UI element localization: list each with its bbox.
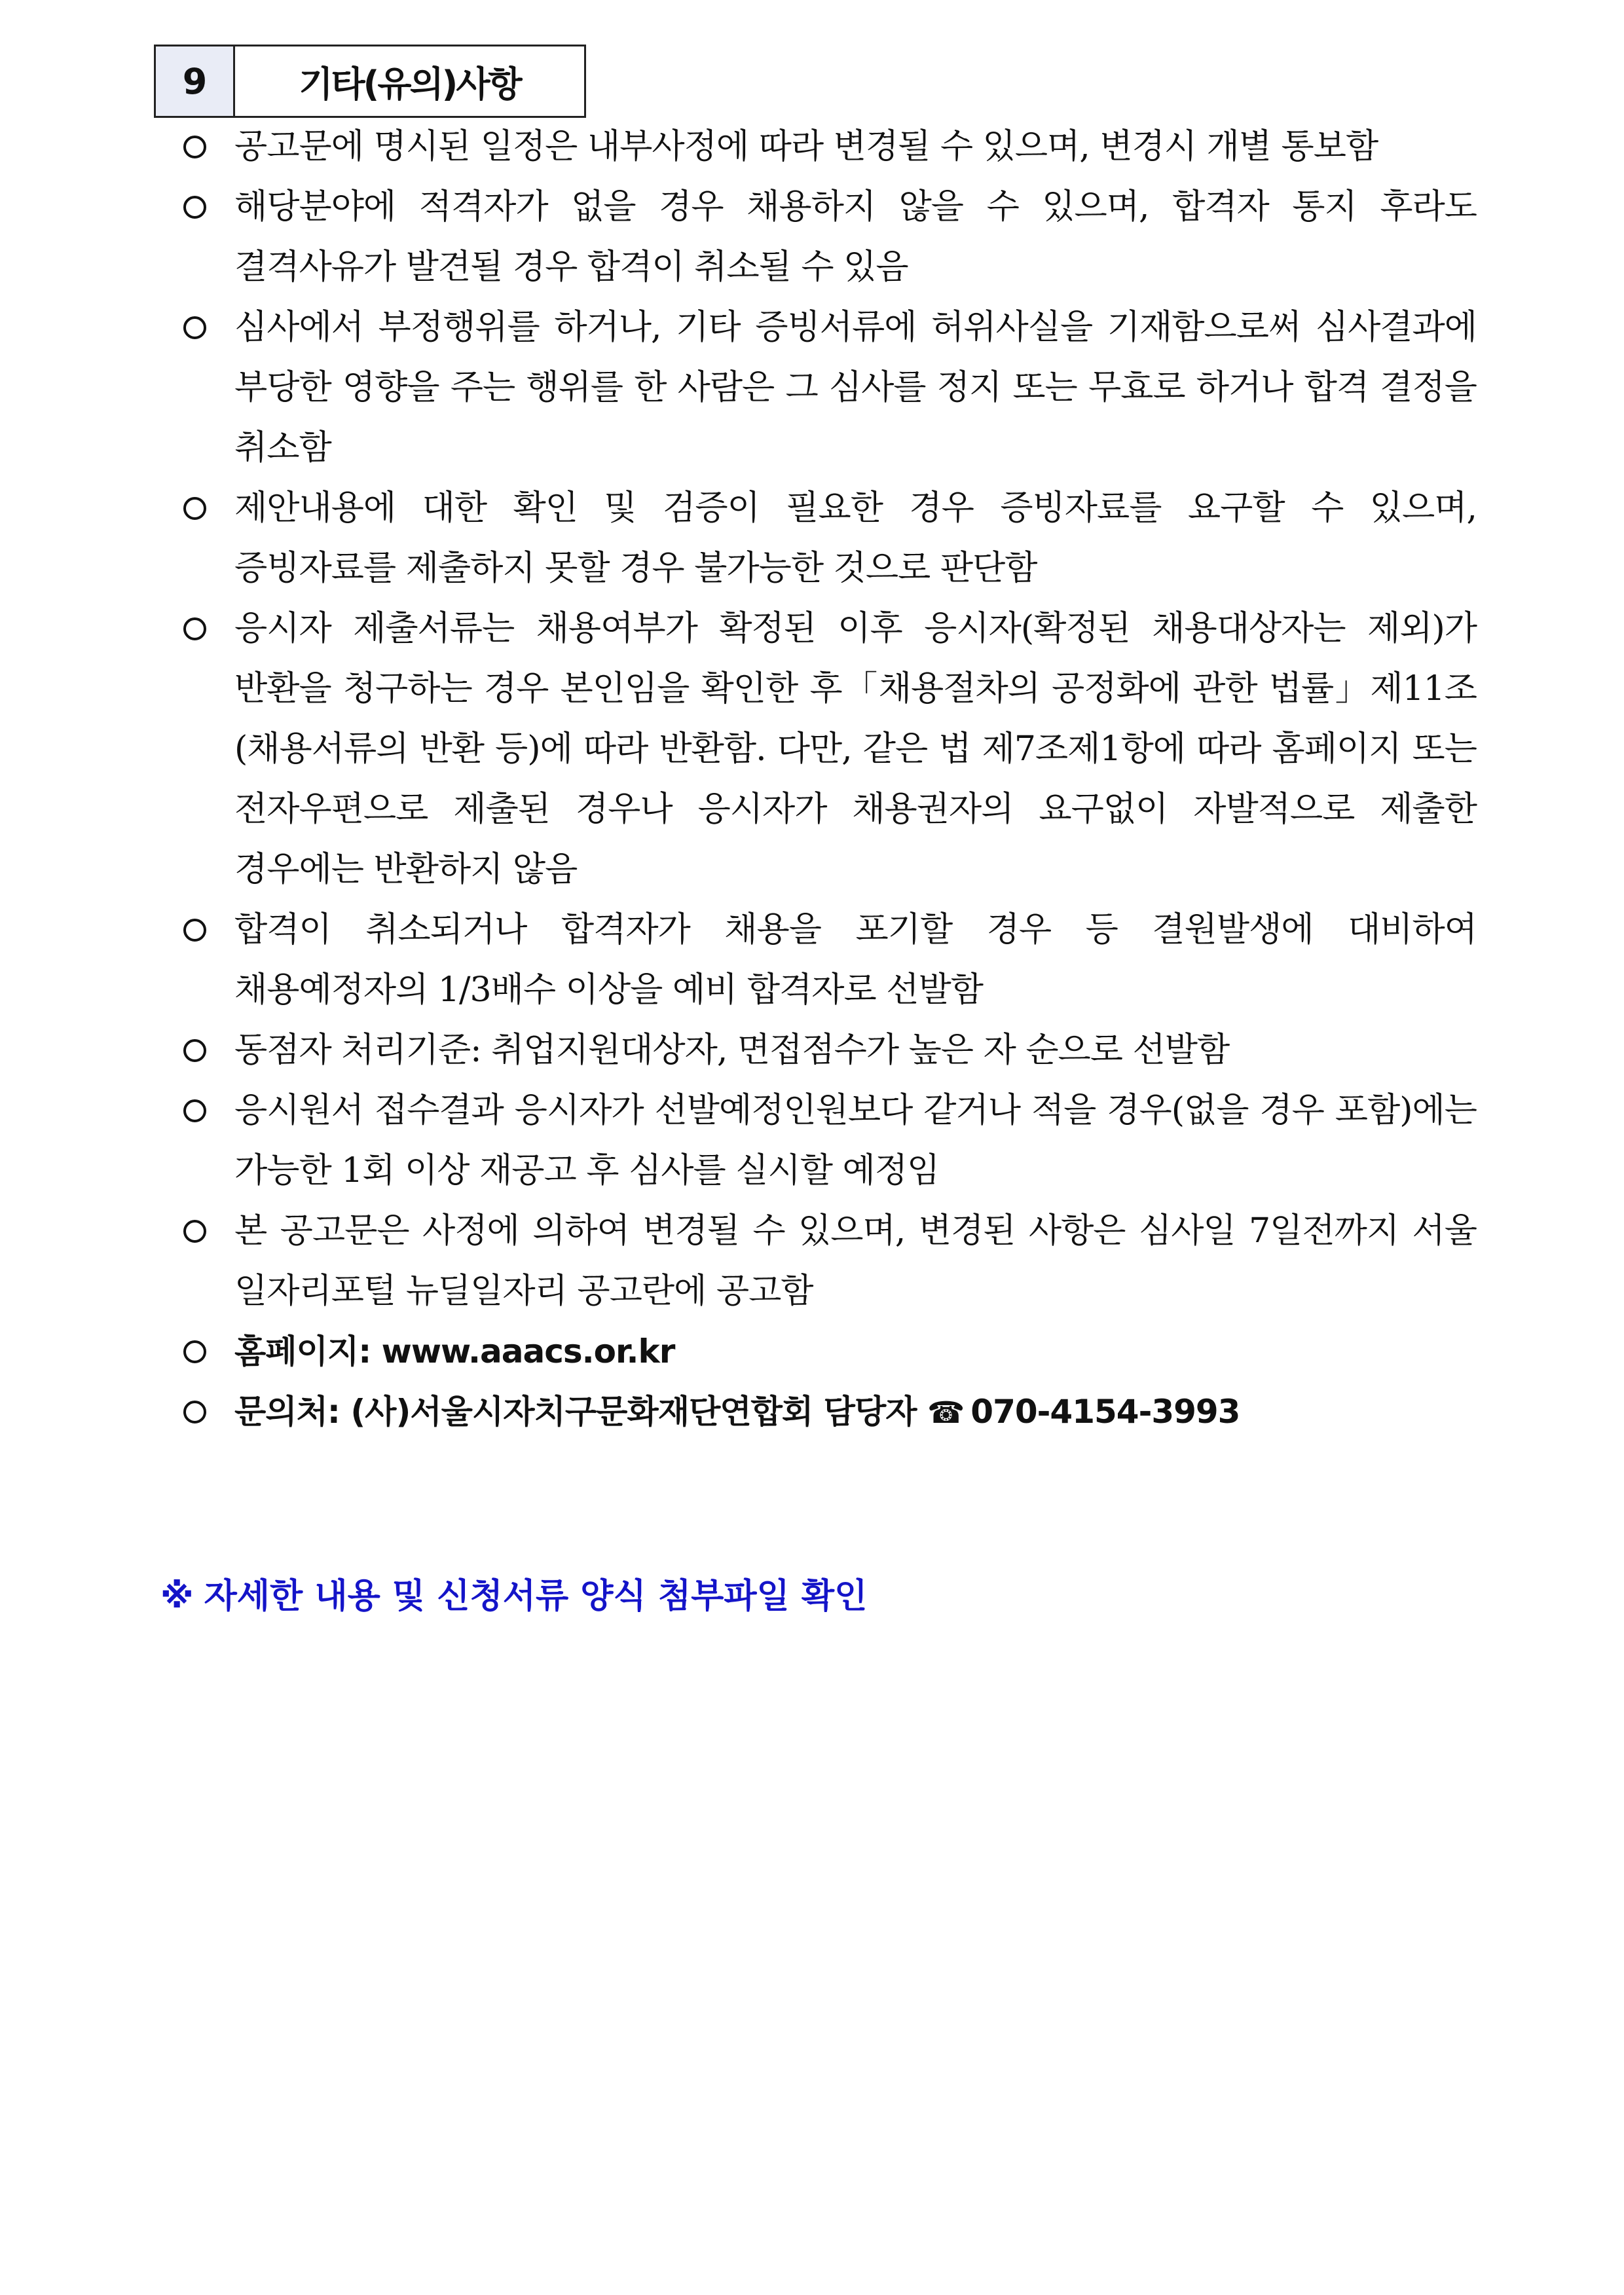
circle-bullet-icon	[183, 177, 223, 237]
contact-label: 문의처:	[234, 1393, 340, 1431]
list-item-text: 본 공고문은 사정에 의하여 변경될 수 있으며, 변경된 사항은 심사일 7일전까지 서울 일자리포털 뉴딜일자리 공고란에 공고함	[234, 1211, 1477, 1311]
list-item-text: 공고문에 명시된 일정은 내부사정에 따라 변경될 수 있으며, 변경시 개별 통보함	[234, 127, 1378, 166]
list-item	[183, 297, 1477, 478]
list-item	[183, 177, 1477, 297]
contact-phone: 070-4154-3993	[970, 1393, 1240, 1431]
list-item-text: 해당분야에 적격자가 없을 경우 채용하지 않을 수 있으며, 합격자 통지 후라도 결격사유가 발견될 경우 합격이 취소될 수 있음	[234, 187, 1477, 287]
list-item-text: 합격이 취소되거나 합격자가 채용을 포기할 경우 등 결원발생에 대비하여 채용예정자의 1/3배수 이상을 예비 합격자로 선발함	[234, 910, 1477, 1010]
list-item	[183, 1201, 1477, 1321]
telephone-icon: ☎	[927, 1395, 965, 1430]
contact-org: (사)서울시자치구문화재단연합회 담당자	[350, 1393, 917, 1431]
list-item	[183, 1020, 1477, 1080]
list-item-text: 심사에서 부정행위를 하거나, 기타 증빙서류에 허위사실을 기재함으로써 심사결과에 부당한 영향을 주는 행위를 한 사람은 그 심사를 정지 또는 무효로 하거나 합격 결정을 취소함	[234, 308, 1477, 468]
reference-mark-icon: ※	[160, 1577, 194, 1616]
list-item-text: 제안내용에 대한 확인 및 검증이 필요한 경우 증빙자료를 요구할 수 있으며, 증빙자료를 제출하지 못할 경우 불가능한 것으로 판단함	[234, 488, 1477, 588]
list-item	[183, 598, 1477, 900]
circle-bullet-icon	[183, 1201, 223, 1261]
attachment-note-text: 자세한 내용 및 신청서류 양식 첨부파일 확인	[204, 1577, 868, 1616]
section-number: 9	[156, 46, 235, 116]
homepage-link[interactable]: www.aaacs.or.kr	[381, 1332, 675, 1370]
circle-bullet-icon	[183, 1321, 223, 1382]
circle-bullet-icon	[183, 117, 223, 177]
circle-bullet-icon	[183, 900, 223, 960]
section-title: 기타(유의)사항	[299, 63, 521, 105]
list-item	[183, 900, 1477, 1020]
list-item-text: 응시자 제출서류는 채용여부가 확정된 이후 응시자(확정된 채용대상자는 제외)가 반환을 청구하는 경우 본인임을 확인한 후「채용절차의 공정화에 관한 법률」제11조(채용서류의 반환 등)에 따라 반환함. 다만, 같은 법 제7조제1항에 따라 홈페이지 또는 전자우편으로 제출된 경우나 응시자가 채용권자의 요구없이 자발적으로 제출한 경우에는 반환하지 않음	[234, 609, 1477, 889]
list-item-text: 동점자 처리기준: 취업지원대상자, 면접점수가 높은 자 순으로 선발함	[234, 1031, 1230, 1070]
circle-bullet-icon	[183, 1382, 223, 1442]
homepage-item	[183, 1321, 1477, 1382]
attachment-note	[160, 1568, 867, 1617]
homepage-label: 홈페이지:	[234, 1332, 371, 1370]
circle-bullet-icon	[183, 1020, 223, 1080]
circle-bullet-icon	[183, 297, 223, 358]
list-item	[183, 478, 1477, 598]
list-item	[183, 117, 1477, 177]
notice-list	[183, 117, 1477, 1442]
circle-bullet-icon	[183, 1080, 223, 1141]
list-item	[183, 1080, 1477, 1201]
circle-bullet-icon	[183, 478, 223, 538]
circle-bullet-icon	[183, 598, 223, 659]
contact-item	[183, 1382, 1477, 1442]
list-item-text: 응시원서 접수결과 응시자가 선발예정인원보다 같거나 적을 경우(없을 경우 포함)에는 가능한 1회 이상 재공고 후 심사를 실시할 예정임	[234, 1091, 1477, 1190]
section-header	[154, 45, 586, 118]
